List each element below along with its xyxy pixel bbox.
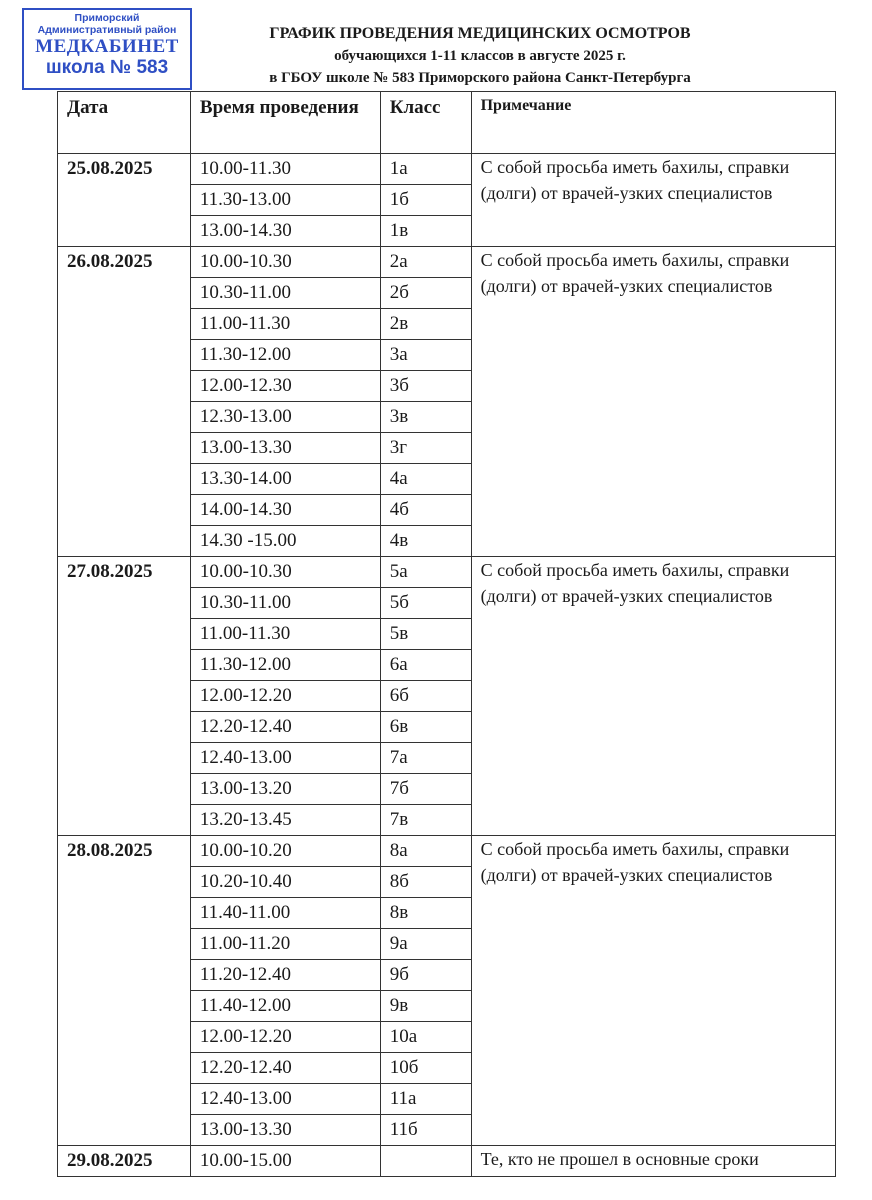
time-cell: 13.30-14.00 (190, 464, 380, 495)
class-cell: 3в (380, 402, 471, 433)
class-cell: 3а (380, 340, 471, 371)
document-subtitle: обучающихся 1-11 классов в августе 2025 г. (334, 48, 626, 64)
class-cell: 2а (380, 247, 471, 278)
time-cell: 11.30-12.00 (190, 340, 380, 371)
column-header-note: Примечание (471, 92, 835, 154)
date-cell: 27.08.2025 (58, 557, 191, 836)
date-cell: 26.08.2025 (58, 247, 191, 557)
class-cell: 9в (380, 991, 471, 1022)
time-cell: 13.00-14.30 (190, 216, 380, 247)
class-cell: 9б (380, 960, 471, 991)
stamp-line-school: школа № 583 (45, 57, 169, 78)
document-subtitle-school: в ГБОУ школе № 583 Приморского района Санкт-Петербурга (269, 70, 691, 86)
class-cell: 2в (380, 309, 471, 340)
class-cell: 1в (380, 216, 471, 247)
class-cell: 9а (380, 929, 471, 960)
time-cell: 10.00-15.00 (190, 1146, 380, 1177)
table-row (58, 1146, 836, 1177)
class-cell: 7а (380, 743, 471, 774)
class-cell: 8б (380, 867, 471, 898)
class-cell: 6в (380, 712, 471, 743)
class-cell (380, 1146, 471, 1177)
class-cell: 4в (380, 526, 471, 557)
time-cell: 12.40-13.00 (190, 743, 380, 774)
class-cell: 4б (380, 495, 471, 526)
class-cell: 1а (380, 154, 471, 185)
stamp-line-medkabinet: МЕДКАБИНЕТ (35, 36, 179, 57)
class-cell: 8в (380, 898, 471, 929)
time-cell: 10.20-10.40 (190, 867, 380, 898)
class-cell: 4а (380, 464, 471, 495)
time-cell: 12.00-12.30 (190, 371, 380, 402)
class-cell: 8а (380, 836, 471, 867)
date-cell: 28.08.2025 (58, 836, 191, 1146)
date-cell: 29.08.2025 (58, 1146, 191, 1177)
class-cell: 10а (380, 1022, 471, 1053)
time-cell: 11.40-11.00 (190, 898, 380, 929)
note-cell: С собой просьба иметь бахилы, справки (долги) от врачей-узких специалистов (471, 154, 835, 247)
time-cell: 11.30-12.00 (190, 650, 380, 681)
medical-office-stamp (22, 8, 192, 90)
time-cell: 11.30-13.00 (190, 185, 380, 216)
time-cell: 13.00-13.30 (190, 1115, 380, 1146)
note-cell: С собой просьба иметь бахилы, справки (долги) от врачей-узких специалистов (471, 836, 835, 1146)
exam-schedule-table (57, 91, 836, 1177)
table-header-row (58, 92, 836, 154)
time-cell: 11.00-11.30 (190, 309, 380, 340)
class-cell: 11б (380, 1115, 471, 1146)
time-cell: 12.40-13.00 (190, 1084, 380, 1115)
document-title: ГРАФИК ПРОВЕДЕНИЯ МЕДИЦИНСКИХ ОСМОТРОВ (269, 25, 691, 42)
time-cell: 11.00-11.30 (190, 619, 380, 650)
time-cell: 14.30 -15.00 (190, 526, 380, 557)
note-cell: С собой просьба иметь бахилы, справки (долги) от врачей-узких специалистов (471, 247, 835, 557)
class-cell: 2б (380, 278, 471, 309)
class-cell: 1б (380, 185, 471, 216)
table-body (58, 154, 836, 1177)
time-cell: 12.00-12.20 (190, 1022, 380, 1053)
class-cell: 3г (380, 433, 471, 464)
time-cell: 10.00-10.30 (190, 557, 380, 588)
date-cell: 25.08.2025 (58, 154, 191, 247)
time-cell: 12.00-12.20 (190, 681, 380, 712)
class-cell: 7б (380, 774, 471, 805)
time-cell: 14.00-14.30 (190, 495, 380, 526)
class-cell: 5б (380, 588, 471, 619)
time-cell: 11.00-11.20 (190, 929, 380, 960)
table-row (58, 247, 836, 278)
class-cell: 10б (380, 1053, 471, 1084)
time-cell: 13.00-13.30 (190, 433, 380, 464)
table-row (58, 557, 836, 588)
class-cell: 6б (380, 681, 471, 712)
time-cell: 12.20-12.40 (190, 1053, 380, 1084)
time-cell: 10.30-11.00 (190, 588, 380, 619)
column-header-class: Класс (380, 92, 471, 154)
time-cell: 12.30-13.00 (190, 402, 380, 433)
class-cell: 6а (380, 650, 471, 681)
note-cell: С собой просьба иметь бахилы, справки (долги) от врачей-узких специалистов (471, 557, 835, 836)
note-cell: Те, кто не прошел в основные сроки (471, 1146, 835, 1177)
table-row (58, 154, 836, 185)
time-cell: 10.00-10.20 (190, 836, 380, 867)
class-cell: 11а (380, 1084, 471, 1115)
time-cell: 10.00-11.30 (190, 154, 380, 185)
class-cell: 5в (380, 619, 471, 650)
column-header-date: Дата (58, 92, 191, 154)
time-cell: 13.20-13.45 (190, 805, 380, 836)
time-cell: 13.00-13.20 (190, 774, 380, 805)
time-cell: 11.20-12.40 (190, 960, 380, 991)
time-cell: 12.20-12.40 (190, 712, 380, 743)
time-cell: 11.40-12.00 (190, 991, 380, 1022)
class-cell: 5а (380, 557, 471, 588)
table-row (58, 836, 836, 867)
time-cell: 10.00-10.30 (190, 247, 380, 278)
document-header (200, 24, 760, 88)
class-cell: 3б (380, 371, 471, 402)
time-cell: 10.30-11.00 (190, 278, 380, 309)
class-cell: 7в (380, 805, 471, 836)
stamp-line-district: Приморский (74, 12, 140, 24)
column-header-time: Время проведения (190, 92, 380, 154)
stamp-line-admin: Административный район (37, 24, 177, 36)
